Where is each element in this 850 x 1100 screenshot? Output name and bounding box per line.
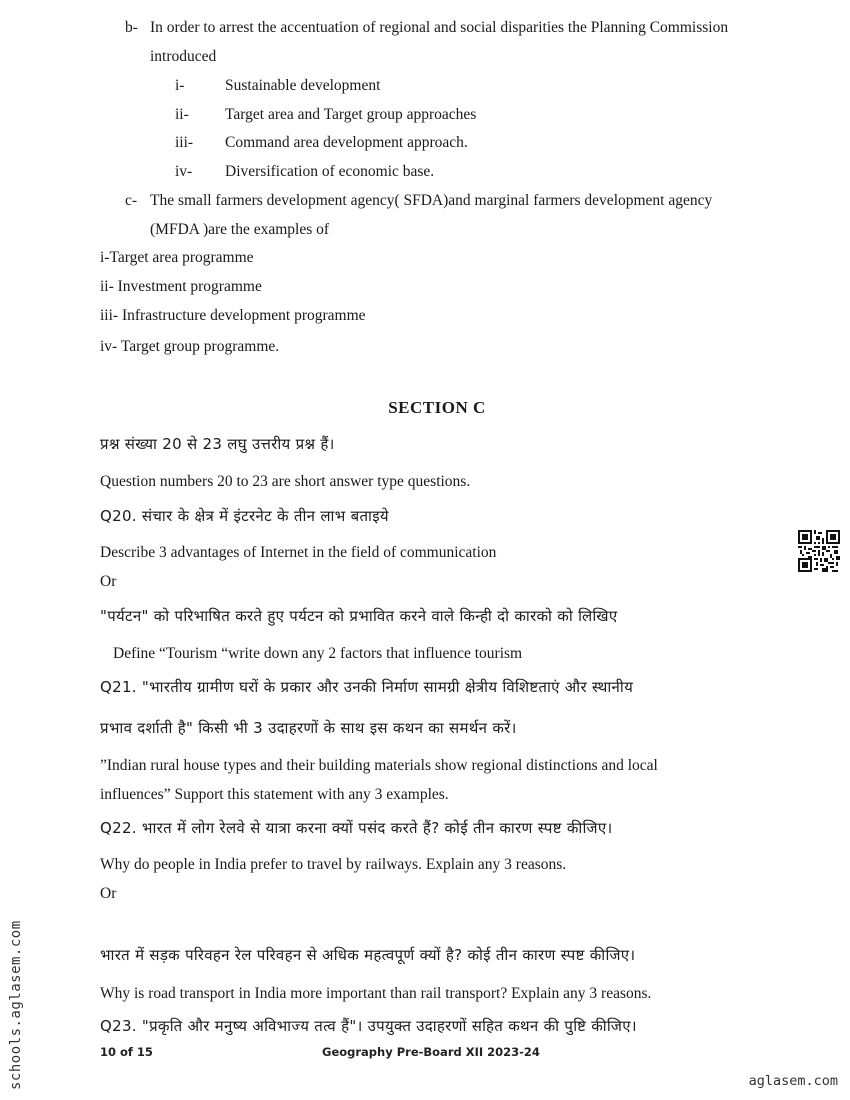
q22-alt-hindi: भारत में सड़क परिवहन रेल परिवहन से अधिक महत्वपूर्ण क्यों है? कोई तीन कारण स्पष्ट कीजिए।: [100, 946, 636, 964]
q20-alt-hindi: "पर्यटन" को परिभाषित करते हुए पर्यटन को प्रभावित करने वाले किन्ही दो कारको को लिखिए: [100, 607, 618, 625]
option-number: iv-: [175, 163, 193, 180]
side-watermark: schools.aglasem.com: [8, 920, 24, 1090]
q22-alt-english: Why is road transport in India more important than rail transport? Explain any 3 reasons.: [100, 985, 652, 1002]
footer-page-number: 10 of 15: [100, 1045, 153, 1059]
section-title: SECTION C: [388, 398, 486, 417]
option-text: Command area development approach.: [225, 134, 468, 151]
q19c-text-line1: The small farmers development agency( SFDA)and marginal farmers development agency: [150, 192, 713, 209]
bottom-watermark: aglasem.com: [748, 1073, 838, 1089]
q19b-text-line2: introduced: [150, 48, 217, 65]
q19c-option-2: ii- Investment programme: [100, 278, 262, 295]
q20-english: Describe 3 advantages of Internet in the field of communication: [100, 544, 497, 561]
q19c-text-line2: (MFDA )are the examples of: [150, 221, 330, 238]
option-text: Target area and Target group approaches: [225, 106, 477, 123]
option-number: i-: [175, 77, 185, 94]
q21-english-line2: influences” Support this statement with any 3 examples.: [100, 786, 449, 803]
q20-or: Or: [100, 573, 117, 590]
q19c-option-1: i-Target area programme: [100, 249, 254, 266]
option-text: Diversification of economic base.: [225, 163, 435, 180]
section-intro-hindi: प्रश्न संख्या 20 से 23 लघु उत्तरीय प्रश्न हैं।: [100, 435, 335, 453]
section-intro-english: Question numbers 20 to 23 are short answer type questions.: [100, 473, 471, 490]
q19b-text-line1: In order to arrest the accentuation of regional and social disparities the Planning Commission: [150, 19, 729, 36]
q19b-label: b-: [125, 19, 138, 36]
qr-code-icon: [798, 530, 840, 577]
q22-hindi: Q22. भारत में लोग रेलवे से यात्रा करना क्यों पसंद करते हैं? कोई तीन कारण स्पष्ट कीजिए।: [100, 819, 613, 837]
q21-hindi-line2: प्रभाव दर्शाती है" किसी भी 3 उदाहरणों के साथ इस कथन का समर्थन करें।: [100, 719, 517, 737]
q22-english: Why do people in India prefer to travel by railways. Explain any 3 reasons.: [100, 856, 567, 873]
option-number: ii-: [175, 106, 189, 123]
q23-hindi: Q23. "प्रकृति और मनुष्य अविभाज्य तत्व हैं"। उपयुक्त उदाहरणों सहित कथन की पुष्टि कीजिए।: [100, 1017, 637, 1035]
q19c-label: c-: [125, 192, 138, 209]
q21-hindi-line1: Q21. "भारतीय ग्रामीण घरों के प्रकार और उनकी निर्माण सामग्री क्षेत्रीय विशिष्टताएं और स्थानीय: [100, 678, 634, 696]
option-text: Sustainable development: [225, 77, 381, 94]
q19c-option-4: iv- Target group programme.: [100, 338, 280, 355]
option-number: iii-: [175, 134, 194, 151]
q20-alt-english: Define “Tourism “write down any 2 factors that influence tourism: [113, 645, 523, 662]
q22-or: Or: [100, 885, 117, 902]
footer-title: Geography Pre-Board XII 2023-24: [322, 1045, 540, 1059]
q19c-option-3: iii- Infrastructure development programme: [100, 307, 366, 324]
q21-english-line1: ”Indian rural house types and their building materials show regional distinctions and local: [100, 757, 658, 774]
q20-hindi: Q20. संचार के क्षेत्र में इंटरनेट के तीन लाभ बताइये: [100, 507, 389, 525]
